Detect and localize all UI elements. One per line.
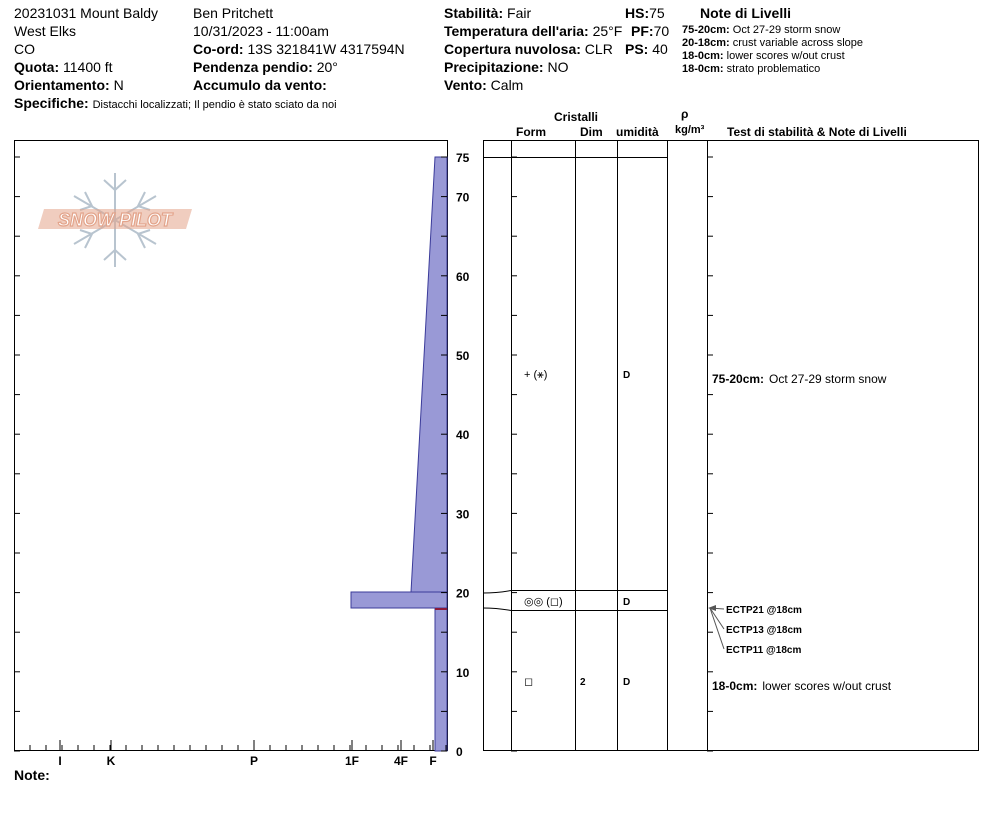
layer-moisture: D — [623, 370, 631, 381]
specifics-label: Specifiche: — [14, 95, 89, 111]
observer: Ben Pritchett — [193, 5, 274, 21]
datetime: 10/31/2023 - 11:00am — [193, 23, 329, 39]
coord-label: Co-ord: — [193, 41, 244, 57]
stability-test-result: ECTP21 @18cm — [726, 605, 802, 616]
stability-test-result: ECTP11 @18cm — [726, 645, 802, 656]
depth-label: 0 — [456, 745, 463, 759]
hs-value: 75 — [649, 5, 665, 21]
hardness-bars — [351, 157, 447, 751]
depth-label: 40 — [456, 428, 470, 443]
depth-label: 70 — [456, 190, 470, 205]
depth-label: 50 — [456, 349, 470, 363]
depth-label: 10 — [456, 665, 470, 680]
layer-note-text: lower scores w/out crust — [726, 50, 845, 62]
depth-label: 60 — [456, 269, 470, 284]
hardness-frame — [15, 141, 448, 751]
hardness-layer-upper — [411, 157, 447, 592]
density-unit: kg/m³ — [675, 124, 705, 136]
depth-label: 20 — [456, 586, 470, 601]
depth-label: 30 — [456, 507, 470, 522]
elevation-label: Quota: — [14, 59, 60, 75]
layer-note-text: strato problematico — [726, 63, 821, 75]
density-symbol: ρ — [681, 107, 689, 121]
notes-label: Note: — [14, 767, 50, 783]
layer-note-text: crust variable across slope — [732, 37, 863, 49]
test-arrow — [710, 608, 724, 649]
pf-value: 70 — [653, 23, 670, 39]
layer-note-range: 18-0cm: — [712, 679, 758, 693]
hardness-layer-crust — [351, 592, 447, 608]
pf-label: PF: — [631, 23, 654, 39]
hardness-label: P — [249, 754, 259, 768]
snow-pilot-logo: SNOW PILOT — [58, 210, 172, 230]
test-results — [708, 605, 802, 656]
stability-test-result: ECTP13 @18cm — [726, 625, 802, 636]
hardness-label: K — [106, 754, 116, 768]
slope-label: Pendenza pendio: — [193, 59, 313, 75]
air-temp-label: Temperatura dell'aria: — [444, 23, 589, 39]
form-header: Form — [516, 125, 546, 139]
layer-form: ◻ — [524, 676, 534, 688]
hardness-ticks — [30, 740, 446, 768]
layer-form: ◎◎ (◻) — [524, 596, 563, 608]
layer-notes-title: Note di Livelli — [700, 5, 792, 21]
layer-moisture: D — [623, 677, 631, 688]
ps-value: 40 — [652, 41, 668, 57]
hardness-layer-lower — [435, 608, 447, 751]
slope-value: 20° — [316, 59, 338, 75]
coord-value: 13S 321841W 4317594N — [247, 41, 405, 57]
hardness-label: 4F — [393, 754, 409, 768]
size-header: Dim — [580, 125, 603, 139]
elevation-value: 11400 ft — [63, 59, 113, 75]
hardness-label: F — [429, 754, 437, 768]
cloud-label: Copertura nuvolosa: — [444, 41, 581, 57]
layer-table-lines — [483, 140, 708, 751]
layer-note-text: lower scores w/out crust — [762, 679, 892, 693]
depth-axis — [14, 151, 713, 759]
layer-note-range: 75-20cm: — [682, 24, 730, 36]
stability-label: Stabilità: — [444, 5, 504, 21]
crystals-header: Cristalli — [554, 110, 599, 124]
ps-label: PS: — [625, 41, 649, 57]
cloud-value: CLR — [584, 41, 613, 57]
stability-value: Fair — [507, 5, 532, 21]
mountain-range: West Elks — [14, 23, 76, 39]
layer-note-range: 75-20cm: — [712, 372, 765, 386]
layer-note-text: Oct 27-29 storm snow — [732, 24, 841, 36]
boundary-connector — [483, 608, 511, 611]
wind-value: Calm — [490, 77, 524, 93]
specifics-value: Distacchi localizzati; Il pendio è stato sciato da noi — [92, 99, 337, 111]
layer-note — [712, 372, 887, 386]
hardness-label: 1F — [344, 754, 360, 768]
wind-load-label: Accumulo da vento: — [193, 77, 327, 93]
layer-note-range: 18-0cm: — [682, 50, 724, 62]
precip-label: Precipitazione: — [444, 59, 544, 75]
layer-form: + (⚹) — [524, 369, 548, 381]
wind-label: Vento: — [444, 77, 487, 93]
hs-label: HS: — [625, 5, 650, 21]
layer-note-range: 20-18cm: — [682, 37, 730, 49]
layer-size: 2 — [580, 677, 586, 688]
air-temp-value: 25°F — [592, 23, 623, 39]
test-arrow — [710, 608, 724, 629]
layer-moisture: D — [623, 597, 631, 608]
boundary-connector — [483, 591, 511, 594]
layer-note-text: Oct 27-29 storm snow — [769, 372, 887, 386]
layer-note-range: 18-0cm: — [682, 63, 724, 75]
precip-value: NO — [547, 59, 569, 75]
date-location: 20231031 Mount Baldy — [14, 5, 158, 21]
aspect-value: N — [113, 77, 124, 93]
layer-note — [712, 679, 892, 693]
hardness-label: I — [58, 754, 62, 768]
tests-notes-header: Test di stabilità & Note di Livelli — [727, 125, 907, 139]
moisture-header: umidità — [616, 125, 659, 139]
depth-label: 75 — [456, 151, 470, 165]
state: CO — [14, 41, 35, 57]
layer-table-frame — [484, 141, 979, 751]
aspect-label: Orientamento: — [14, 77, 110, 93]
